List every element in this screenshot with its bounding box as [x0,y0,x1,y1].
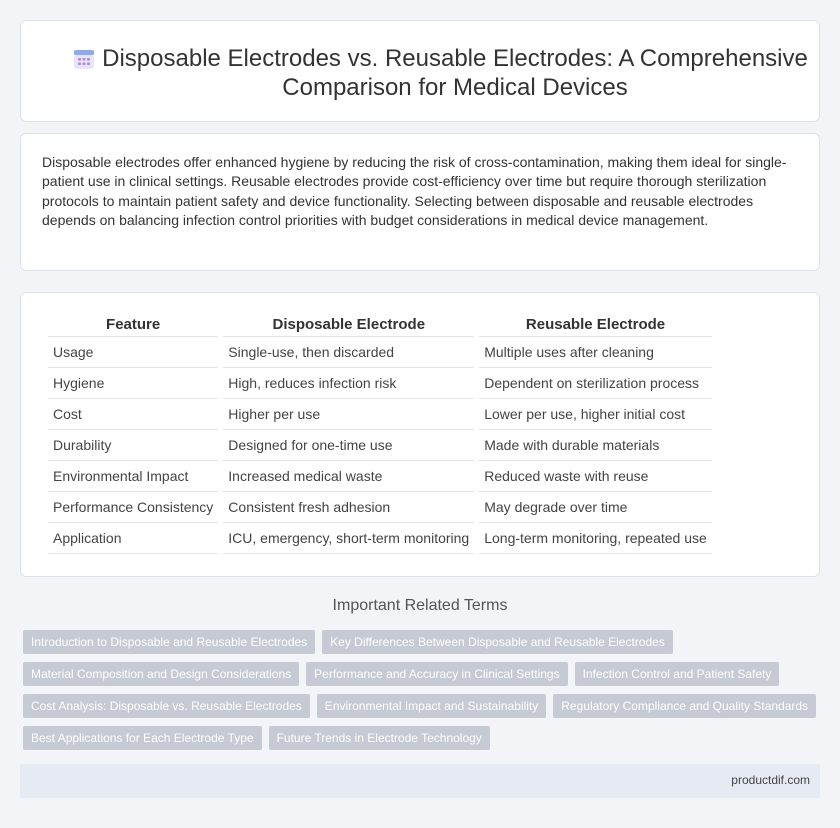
table-row [48,461,712,492]
table-cell: Dependent on sterilization process [479,368,712,399]
related-term-tag[interactable]: Material Composition and Design Considerations [23,662,299,686]
related-term-tag[interactable]: Infection Control and Patient Safety [575,662,780,686]
related-term-tag[interactable]: Introduction to Disposable and Reusable Electrodes [23,630,315,654]
comparison-card [20,292,820,577]
footer-site-name[interactable]: productdif.com [731,773,810,787]
table-cell: Consistent fresh adhesion [223,492,474,523]
tag-row [23,694,823,718]
table-row [48,430,712,461]
related-term-tag[interactable]: Regulatory Compliance and Quality Standards [553,694,816,718]
table-cell: Increased medical waste [223,461,474,492]
column-header: Reusable Electrode [479,313,712,337]
table-cell: Durability [48,430,218,461]
table-cell: Usage [48,337,218,368]
table-cell: High, reduces infection risk [223,368,474,399]
table-row [48,492,712,523]
tag-row [23,662,823,686]
footer [20,764,820,798]
column-header: Feature [48,313,218,337]
comparison-table [43,313,717,554]
intro-card [20,133,820,271]
table-cell: Made with durable materials [479,430,712,461]
table-cell: ICU, emergency, short-term monitoring [223,523,474,554]
table-cell: Long-term monitoring, repeated use [479,523,712,554]
table-cell: Application [48,523,218,554]
table-cell: Single-use, then discarded [223,337,474,368]
tag-row [23,630,823,654]
related-term-tag[interactable]: Cost Analysis: Disposable vs. Reusable Electrodes [23,694,310,718]
table-cell: Performance Consistency [48,492,218,523]
title-card [20,20,820,122]
table-row [48,368,712,399]
table-row [48,523,712,554]
table-cell: Reduced waste with reuse [479,461,712,492]
intro-text: Disposable electrodes offer enhanced hygiene by reducing the risk of cross-contamination, making them ideal for single-patient use in clinical settings. Reusable electrodes provide cost-efficiency over time but require thorough sterilization protocols to maintain patient safety and device functionality. Selecting between disposable and reusable electrodes depends on balancing infection control priorities with budget considerations in medical device management. [42,154,787,229]
related-term-tag[interactable]: Key Differences Between Disposable and Reusable Electrodes [322,630,673,654]
table-cell: Hygiene [48,368,218,399]
table-row [48,337,712,368]
related-terms-title: Important Related Terms [332,597,508,614]
table-cell: Lower per use, higher initial cost [479,399,712,430]
table-cell: May degrade over time [479,492,712,523]
table-cell: Multiple uses after cleaning [479,337,712,368]
table-header-row [48,313,712,337]
table-cell: Higher per use [223,399,474,430]
table-cell: Cost [48,399,218,430]
table-row [48,399,712,430]
related-term-tag[interactable]: Future Trends in Electrode Technology [269,726,490,750]
related-term-tag[interactable]: Performance and Accuracy in Clinical Settings [306,662,567,686]
related-term-tag[interactable]: Environmental Impact and Sustainability [317,694,546,718]
table-cell: Designed for one-time use [223,430,474,461]
page-title: Disposable Electrodes vs. Reusable Electrodes: A Comprehensive Comparison for Medical Devices [102,45,808,101]
related-term-tag[interactable]: Best Applications for Each Electrode Type [23,726,262,750]
table-cell: Environmental Impact [48,461,218,492]
tag-row [23,726,823,750]
column-header: Disposable Electrode [223,313,474,337]
related-terms-list [23,630,823,758]
